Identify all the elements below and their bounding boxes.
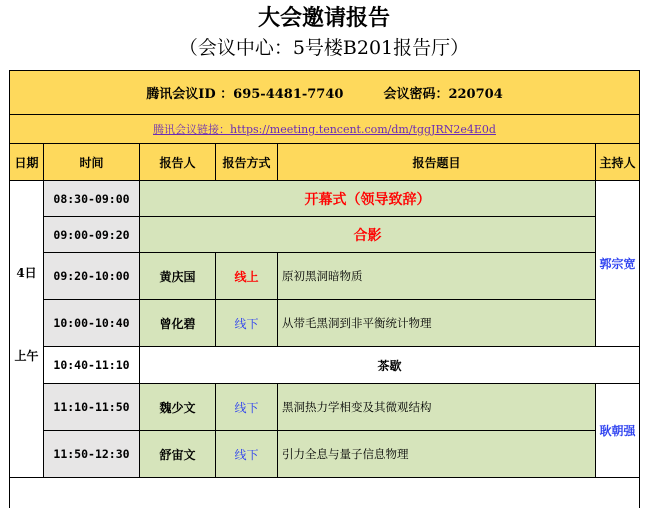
time-cell: 09:00-09:20 <box>44 217 140 253</box>
table-row <box>10 217 640 253</box>
time-cell: 10:00-10:40 <box>44 300 140 347</box>
event-cell: 开幕式（领导致辞） <box>140 181 596 217</box>
time-cell: 11:10-11:50 <box>44 384 140 431</box>
page-title: 大会邀请报告 <box>257 6 390 31</box>
meeting-password-label: 会议密码： <box>383 87 449 102</box>
speaker-cell: 曾化碧 <box>140 300 216 347</box>
speaker-cell: 魏少文 <box>140 384 216 431</box>
day-date: 4日 <box>16 266 37 280</box>
topic-cell: 黑洞热力学相变及其微观结构 <box>278 384 596 431</box>
event-cell: 合影 <box>140 217 596 253</box>
time-cell: 08:30-09:00 <box>44 181 140 217</box>
meeting-id-bar <box>10 71 640 115</box>
table-row <box>10 478 640 508</box>
meeting-link-url: https://meeting.tencent.com/dm/tggJRN2e4E0d <box>230 123 496 136</box>
meeting-link[interactable] <box>153 123 496 136</box>
time-cell: 09:20-10:00 <box>44 253 140 300</box>
mode-cell: 线上 <box>216 253 278 300</box>
time-cell: 10:40-11:10 <box>44 347 140 384</box>
table-header-row <box>10 144 640 181</box>
speaker-cell: 黄庆国 <box>140 253 216 300</box>
column-header-date: 日期 <box>10 144 44 181</box>
table-row <box>10 347 640 384</box>
topic-cell: 从带毛黑洞到非平衡统计物理 <box>278 300 596 347</box>
table-row <box>10 181 640 217</box>
meeting-link-bar <box>10 115 640 144</box>
host-cell: 郭宗宽 <box>596 181 640 347</box>
time-cell: 11:50-12:30 <box>44 431 140 478</box>
day-period: 上午 <box>14 349 39 363</box>
host-cell: 耿朝强 <box>596 384 640 478</box>
column-header-time: 时间 <box>44 144 140 181</box>
table-row <box>10 431 640 478</box>
meeting-id-label: 腾讯会议ID ： <box>146 87 234 102</box>
speaker-cell: 舒宙文 <box>140 431 216 478</box>
column-header-host: 主持人 <box>596 144 640 181</box>
column-header-topic: 报告题目 <box>278 144 596 181</box>
meeting-password-value: 220704 <box>448 87 503 102</box>
event-cell: 茶歇 <box>140 347 640 384</box>
table-row <box>10 253 640 300</box>
table-row <box>10 384 640 431</box>
mode-cell: 线下 <box>216 300 278 347</box>
topic-cell: 原初黑洞暗物质 <box>278 253 596 300</box>
mode-cell: 线下 <box>216 431 278 478</box>
schedule-table <box>9 70 640 508</box>
date-cell <box>10 181 44 478</box>
column-header-mode: 报告方式 <box>216 144 278 181</box>
column-header-speaker: 报告人 <box>140 144 216 181</box>
topic-cell: 引力全息与量子信息物理 <box>278 431 596 478</box>
mode-cell: 线下 <box>216 384 278 431</box>
empty-cell <box>10 478 640 508</box>
meeting-id-value: 695-4481-7740 <box>233 87 344 102</box>
page-subtitle: （会议中心：5号楼B201报告厅） <box>178 37 470 59</box>
meeting-link-label: 腾讯会议链接： <box>153 123 231 136</box>
table-row <box>10 300 640 347</box>
